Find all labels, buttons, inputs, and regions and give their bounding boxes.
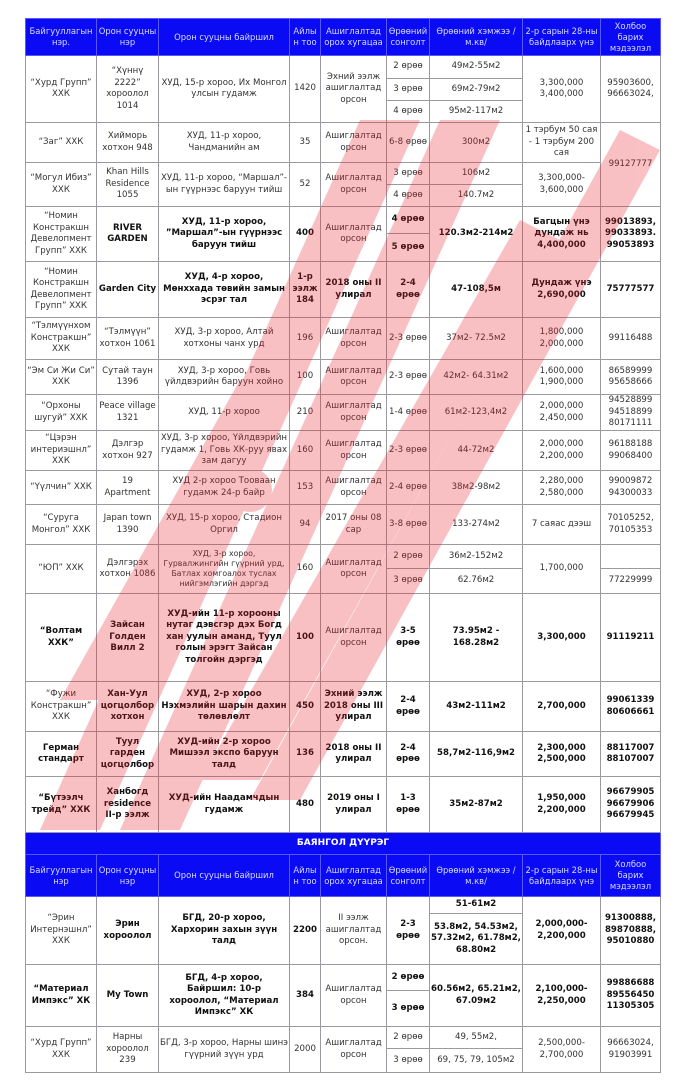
complex-name: Хан-Уул цогцолбор хотхон bbox=[97, 682, 159, 732]
term: Ашиглалтад орсон bbox=[321, 1027, 387, 1073]
contact: 99886688 89556450 11305305 bbox=[601, 965, 661, 1027]
table-row bbox=[26, 682, 661, 732]
contact: 96679905 96679906 96679945 bbox=[601, 777, 661, 833]
table-header-row bbox=[26, 19, 661, 56]
complex-name: Khan Hills Residence 1055 bbox=[97, 163, 159, 207]
complex-name: Peace village 1321 bbox=[97, 395, 159, 431]
size: 42м2- 64.31м2 bbox=[430, 360, 523, 395]
size: 58,7м2-116,9м2 bbox=[430, 732, 523, 777]
units: 450 bbox=[290, 682, 321, 732]
price: Дундаж үнэ 2,690,000 bbox=[523, 262, 601, 318]
rooms: 4 өрөө bbox=[387, 101, 430, 123]
contact: 99116488 bbox=[601, 318, 661, 360]
company: “Цэрэн интериэшнл” ХХК bbox=[26, 431, 97, 471]
location: ХУД-ийн 2-р хороо Мишээл экспо баруун талд bbox=[159, 732, 290, 777]
size: 62.76м2 bbox=[430, 569, 523, 594]
table-row bbox=[26, 431, 661, 471]
rooms: 1-4 өрөө bbox=[387, 395, 430, 431]
size: 49, 55м2, bbox=[430, 1027, 523, 1049]
location: ХУД, 3-р хороо, Гурвалжингийн гүүрний урд, Батлах хомгоалох туслах нийгэмлэгийн дэргэд bbox=[159, 545, 290, 594]
apartment-table bbox=[25, 18, 661, 1073]
header-term: Ашиглалтад орох хугацаа bbox=[321, 855, 387, 897]
company: “Могул Ибиз” ХХК bbox=[26, 163, 97, 207]
header-company: Байгууллагын нэр bbox=[26, 855, 97, 897]
price: 3,300,000- 3,600,000 bbox=[523, 163, 601, 207]
price: 2,100,000- 2,250,000 bbox=[523, 965, 601, 1027]
company: “Номин Констракшн Девелопмент Групп” ХХК bbox=[26, 207, 97, 262]
table-row bbox=[26, 594, 661, 682]
units: 384 bbox=[290, 965, 321, 1027]
header-company: Байгууллагын нэр. bbox=[26, 19, 97, 56]
table-row bbox=[26, 965, 661, 991]
rooms: 3 өрөө bbox=[387, 79, 430, 101]
term: Ашиглалтад орсон bbox=[321, 965, 387, 1027]
table-row bbox=[26, 471, 661, 505]
table-header-row bbox=[26, 855, 661, 897]
location: ХУД, 2-р хороо Нэхмэлийн шарын дахин төлөвлөлт bbox=[159, 682, 290, 732]
header-rooms: Өрөөний сонголт bbox=[387, 19, 430, 56]
units: 160 bbox=[290, 431, 321, 471]
units: 100 bbox=[290, 360, 321, 395]
price: 2,280,000 2,580,000 bbox=[523, 471, 601, 505]
complex-name: Garden City bbox=[97, 262, 159, 318]
location: ХУД, 15-р хороо, Их Монгол улсын гудамж bbox=[159, 56, 290, 123]
location: БГД, 3-р хороо, Нарны шинэ гүүрний зүүн урд bbox=[159, 1027, 290, 1073]
price: 1,600,000 1,900,000 bbox=[523, 360, 601, 395]
contact: 75777577 bbox=[601, 262, 661, 318]
term: Ашиглалтад орсон bbox=[321, 163, 387, 207]
price: 2,700,000 bbox=[523, 682, 601, 732]
size: 140.7м2 bbox=[430, 185, 523, 207]
table-row bbox=[26, 163, 661, 185]
size: 69, 75, 79, 105м2 bbox=[430, 1049, 523, 1073]
header-units: Айлын тоо bbox=[290, 19, 321, 56]
size: 47-108,5м bbox=[430, 262, 523, 318]
rooms: 2 өрөө bbox=[387, 965, 430, 991]
units: 52 bbox=[290, 163, 321, 207]
rooms: 2-3 өрөө bbox=[387, 431, 430, 471]
price: 3,300,000 3,400,000 bbox=[523, 56, 601, 123]
company: “Материал Импэкс” ХК bbox=[26, 965, 97, 1027]
complex-name: Зайсан Голден Вилл 2 bbox=[97, 594, 159, 682]
header-contact: Холбоо барих мэдээлэл bbox=[601, 19, 661, 56]
size: 106м2 bbox=[430, 163, 523, 185]
size: 43м2-111м2 bbox=[430, 682, 523, 732]
size: 37м2- 72.5м2 bbox=[430, 318, 523, 360]
contact: 77229999 bbox=[601, 569, 661, 594]
units: 480 bbox=[290, 777, 321, 833]
contact: 99009872 94300033 bbox=[601, 471, 661, 505]
rooms: 2 өрөө bbox=[387, 545, 430, 569]
contact: 96188188 99068400 bbox=[601, 431, 661, 471]
term: 2017 оны 08 сар bbox=[321, 505, 387, 545]
location: ХУД, 4-р хороо, Мөнххада төвийн замын эсрэг тал bbox=[159, 262, 290, 318]
contact: 91119211 bbox=[601, 594, 661, 682]
complex-name: Сутай таун 1396 bbox=[97, 360, 159, 395]
contact: 91300888, 89870888, 95010880 bbox=[601, 897, 661, 965]
price: 2,000,000 2,450,000 bbox=[523, 395, 601, 431]
rooms: 2-3 өрөө bbox=[387, 897, 430, 965]
price: 1,950,000 2,200,000 bbox=[523, 777, 601, 833]
units: 100 bbox=[290, 594, 321, 682]
table-row bbox=[26, 262, 661, 318]
term: 2019 оны I улирал bbox=[321, 777, 387, 833]
size: 69м2-79м2 bbox=[430, 79, 523, 101]
table-row bbox=[26, 732, 661, 777]
location: ХУД 2-р хороо Тооваан гудамж 24-р байр bbox=[159, 471, 290, 505]
term: Эхний ээлж ашиглалтад орсон bbox=[321, 56, 387, 123]
location: ХУД, 3-р хороо, Говь үйлдвэрийн баруун хойно bbox=[159, 360, 290, 395]
location: БГД, 4-р хороо, Байршил: 10-р хороолол, “Материал Импэкс” ХК bbox=[159, 965, 290, 1027]
units: 153 bbox=[290, 471, 321, 505]
location: ХУД, 3-р хороо, Алтай хотхоны чанх урд bbox=[159, 318, 290, 360]
complex-name: Эрин хороолол bbox=[97, 897, 159, 965]
rooms: 2-4 өрөө bbox=[387, 471, 430, 505]
header-term: Ашиглалтад орох хугацаа bbox=[321, 19, 387, 56]
size: 120.3м2-214м2 bbox=[430, 207, 523, 262]
contact: 96663024, 91903991 bbox=[601, 1027, 661, 1073]
header-location: Орон сууцны байршил bbox=[159, 19, 290, 56]
size: 35м2-87м2 bbox=[430, 777, 523, 833]
rooms: 2-4 өрөө bbox=[387, 682, 430, 732]
complex-name: 19 Apartment bbox=[97, 471, 159, 505]
complex-name: Ханбогд residence II-р ээлж bbox=[97, 777, 159, 833]
price: Багцын үнэ дундаж нь 4,400,000 bbox=[523, 207, 601, 262]
table-row bbox=[26, 207, 661, 234]
rooms: 5 өрөө bbox=[387, 234, 430, 262]
size: 133-274м2 bbox=[430, 505, 523, 545]
company: “Заг” ХХК bbox=[26, 123, 97, 163]
units: 400 bbox=[290, 207, 321, 262]
rooms: 3-5 өрөө bbox=[387, 594, 430, 682]
table-row bbox=[26, 1027, 661, 1049]
rooms: 2-4 өрөө bbox=[387, 732, 430, 777]
table-row bbox=[26, 56, 661, 79]
header-contact: Холбоо барих мэдээлэл bbox=[601, 855, 661, 897]
term: II ээлж ашиглалтад орсон. bbox=[321, 897, 387, 965]
units: 2000 bbox=[290, 1027, 321, 1073]
rooms: 3 өрөө bbox=[387, 163, 430, 185]
company: “Орхоны шугуй” ХХК bbox=[26, 395, 97, 431]
complex-name: Туул гарден цогцолбор bbox=[97, 732, 159, 777]
contact: 70105252, 70105353 bbox=[601, 505, 661, 545]
complex-name: Дэлгэрэх хотхон 1086 bbox=[97, 545, 159, 594]
price: 2,500,000- 2,700,000 bbox=[523, 1027, 601, 1073]
contact: 88117007 88107007 bbox=[601, 732, 661, 777]
size: 60.56м2, 65.21м2, 67.09м2 bbox=[430, 965, 523, 1027]
complex-name: “Тэлмүүн” хотхон 1061 bbox=[97, 318, 159, 360]
contact: 94528899 94518899 80171111 bbox=[601, 395, 661, 431]
term: Ашиглалтад орсон bbox=[321, 318, 387, 360]
location: ХУД, 15-р хороо, Стадион Оргил bbox=[159, 505, 290, 545]
table-row bbox=[26, 777, 661, 833]
price: 1,700,000 bbox=[523, 545, 601, 594]
complex-name: “Хүннү 2222” хороолол 1014 bbox=[97, 56, 159, 123]
company: “Хурд Групп” ХХК bbox=[26, 1027, 97, 1073]
term: Ашиглалтад орсон bbox=[321, 471, 387, 505]
complex-name: Japan town 1390 bbox=[97, 505, 159, 545]
rooms: 4 өрөө bbox=[387, 185, 430, 207]
price: 1 тэрбум 50 сая - 1 тэрбум 200 сая bbox=[523, 123, 601, 163]
rooms: 4 өрөө bbox=[387, 207, 430, 234]
complex-name: My Town bbox=[97, 965, 159, 1027]
rooms: 3 өрөө bbox=[387, 1049, 430, 1073]
rooms: 3 өрөө bbox=[387, 569, 430, 594]
complex-name: RIVER GARDEN bbox=[97, 207, 159, 262]
complex-name: Хийморь хотхон 948 bbox=[97, 123, 159, 163]
location: ХУД, 11-р хороо, ”Маршал”-ын гүүрнээс баруун тийш bbox=[159, 207, 290, 262]
table-row bbox=[26, 505, 661, 545]
header-units: Айлын тоо bbox=[290, 855, 321, 897]
contact: 86589999 95658666 bbox=[601, 360, 661, 395]
term: Ашиглалтад орсон bbox=[321, 360, 387, 395]
company: “Волтам ХХК” bbox=[26, 594, 97, 682]
complex-name: Нарны хороолол 239 bbox=[97, 1027, 159, 1073]
size: 300м2 bbox=[430, 123, 523, 163]
company: “Үүлчин” ХХК bbox=[26, 471, 97, 505]
units: 160 bbox=[290, 545, 321, 594]
location: БГД, 20-р хороо, Хархорин захын зүүн талд bbox=[159, 897, 290, 965]
rooms: 6-8 өрөө bbox=[387, 123, 430, 163]
term: Эхний ээлж 2018 оны III улирал bbox=[321, 682, 387, 732]
size: 38м2-98м2 bbox=[430, 471, 523, 505]
company: Герман стандарт bbox=[26, 732, 97, 777]
price: 7 саяас дээш bbox=[523, 505, 601, 545]
table-row bbox=[26, 897, 661, 914]
term: 2018 оны II улирал bbox=[321, 262, 387, 318]
contact: 99013893, 99033893. 99053893 bbox=[601, 207, 661, 262]
location: ХУД-ийн 11-р хорооны нутаг дэвсгэр дэх Богд хан уулын аманд, Туул голын эрэгт Зайсан толгойн дэргэд bbox=[159, 594, 290, 682]
company: “Фужи Констракшн” ХХК bbox=[26, 682, 97, 732]
table-row bbox=[26, 545, 661, 569]
table-row bbox=[26, 395, 661, 431]
company: “Номин Констракшн Девелопмент Групп” ХХК bbox=[26, 262, 97, 318]
company: “Эм Си Жи Си” ХХК bbox=[26, 360, 97, 395]
size: 36м2-152м2 bbox=[430, 545, 523, 569]
rooms: 3 өрөө bbox=[387, 991, 430, 1027]
rooms: 1-3 өрөө bbox=[387, 777, 430, 833]
complex-name: Дэлгэр хотхон 927 bbox=[97, 431, 159, 471]
contact-empty bbox=[601, 545, 661, 569]
price: 1,800,000 2,000,000 bbox=[523, 318, 601, 360]
term: Ашиглалтад орсон bbox=[321, 207, 387, 262]
header-size: Өрөөний хэмжээ /м.кв/ bbox=[430, 19, 523, 56]
price: 2,000,000- 2,200,000 bbox=[523, 897, 601, 965]
location: ХУД, 11-р хороо, “Маршал”-ын гүүрнээс баруун тийш bbox=[159, 163, 290, 207]
units: 136 bbox=[290, 732, 321, 777]
price: 2,300,000 2,500,000 bbox=[523, 732, 601, 777]
size: 95м2-117м2 bbox=[430, 101, 523, 123]
rooms: 2-4 өрөө bbox=[387, 262, 430, 318]
header-size: Өрөөний хэмжээ /м.кв/ bbox=[430, 855, 523, 897]
size: 49м2-55м2 bbox=[430, 56, 523, 79]
term: 2018 оны II улирал bbox=[321, 732, 387, 777]
table-row bbox=[26, 360, 661, 395]
units: 1-р ээлж 184 bbox=[290, 262, 321, 318]
table-row bbox=[26, 123, 661, 163]
price: 3,300,000 bbox=[523, 594, 601, 682]
company: “Эрин Интернэшнл” ХХК bbox=[26, 897, 97, 965]
table-row bbox=[26, 318, 661, 360]
size: 53.8м2, 54.53м2, 57.32м2, 61.78м2, 68.80м2 bbox=[430, 914, 523, 965]
header-rooms: Өрөөний сонголт bbox=[387, 855, 430, 897]
units: 2200 bbox=[290, 897, 321, 965]
term: Ашиглалтад орсон bbox=[321, 594, 387, 682]
term: Ашиглалтад орсон bbox=[321, 395, 387, 431]
term: Ашиглалтад орсон bbox=[321, 123, 387, 163]
company: “Бүтээлч трейд” ХХК bbox=[26, 777, 97, 833]
units: 196 bbox=[290, 318, 321, 360]
term: Ашиглалтад орсон bbox=[321, 545, 387, 594]
location: ХУД, 3-р хороо, Үйлдвэрийн гудамж 1, Говь ХК-руу явах зам дагуу bbox=[159, 431, 290, 471]
rooms: 2 өрөө bbox=[387, 56, 430, 79]
rooms: 2-3 өрөө bbox=[387, 318, 430, 360]
company: “Тэлмүүнхом Констракшн” ХХК bbox=[26, 318, 97, 360]
location: ХУД-ийн Наадамчдын гудамж bbox=[159, 777, 290, 833]
company: “ЮП” ХХК bbox=[26, 545, 97, 594]
size: 51-61м2 bbox=[430, 897, 523, 914]
contact: 99127777 bbox=[601, 123, 661, 207]
units: 94 bbox=[290, 505, 321, 545]
units: 210 bbox=[290, 395, 321, 431]
header-price: 2-р сарын 28-ны байдлаарх үнэ bbox=[523, 855, 601, 897]
company: “Хурд Групп” ХХК bbox=[26, 56, 97, 123]
term: Ашиглалтад орсон bbox=[321, 431, 387, 471]
units: 35 bbox=[290, 123, 321, 163]
location: ХУД, 11-р хороо, Чандманийн ам bbox=[159, 123, 290, 163]
header-price: 2-р сарын 28-ны байдлаарх үнэ bbox=[523, 19, 601, 56]
rooms: 2-3 өрөө bbox=[387, 360, 430, 395]
section-header-row bbox=[26, 833, 661, 855]
header-location: Орон сууцны байршил bbox=[159, 855, 290, 897]
units: 1420 bbox=[290, 56, 321, 123]
contact: 99061339 80606661 bbox=[601, 682, 661, 732]
rooms: 3-8 өрөө bbox=[387, 505, 430, 545]
header-name: Орон сууцны нэр bbox=[97, 855, 159, 897]
section-title: БАЯНГОЛ ДҮҮРЭГ bbox=[26, 833, 661, 855]
size: 44-72м2 bbox=[430, 431, 523, 471]
location: ХУД, 11-р хороо bbox=[159, 395, 290, 431]
contact: 95903600, 96663024, bbox=[601, 56, 661, 123]
size: 61м2-123,4м2 bbox=[430, 395, 523, 431]
price: 2,000,000 2,200,000 bbox=[523, 431, 601, 471]
size: 73.95м2 - 168.28м2 bbox=[430, 594, 523, 682]
header-name: Орон сууцны нэр bbox=[97, 19, 159, 56]
rooms: 2 өрөө bbox=[387, 1027, 430, 1049]
company: “Суруга Монгол” ХХК bbox=[26, 505, 97, 545]
